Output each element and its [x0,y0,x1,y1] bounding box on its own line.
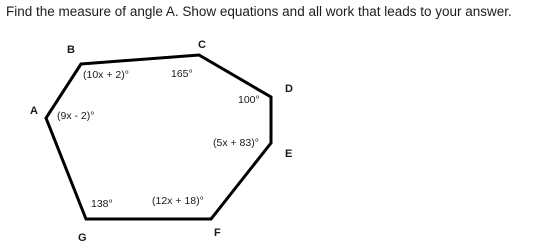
angle-label-d: 100° [238,94,260,106]
vertex-label-c: C [198,39,206,51]
angle-label-g: 138° [91,198,113,210]
vertex-label-e: E [285,148,293,160]
angle-label-b: (10x + 2)° [83,69,129,81]
vertex-label-d: D [285,83,293,95]
angle-label-c: 165° [171,68,193,80]
vertex-label-f: F [214,227,221,239]
angle-label-f: (12x + 18)° [152,195,204,207]
angle-label-e: (5x + 83)° [213,137,259,149]
angle-label-a: (9x - 2)° [57,110,95,122]
vertex-label-g: G [78,232,87,244]
question-text: Find the measure of angle A. Show equations and all work that leads to your answer. [6,4,512,19]
vertex-label-b: B [67,44,75,56]
vertex-label-a: A [30,105,38,117]
